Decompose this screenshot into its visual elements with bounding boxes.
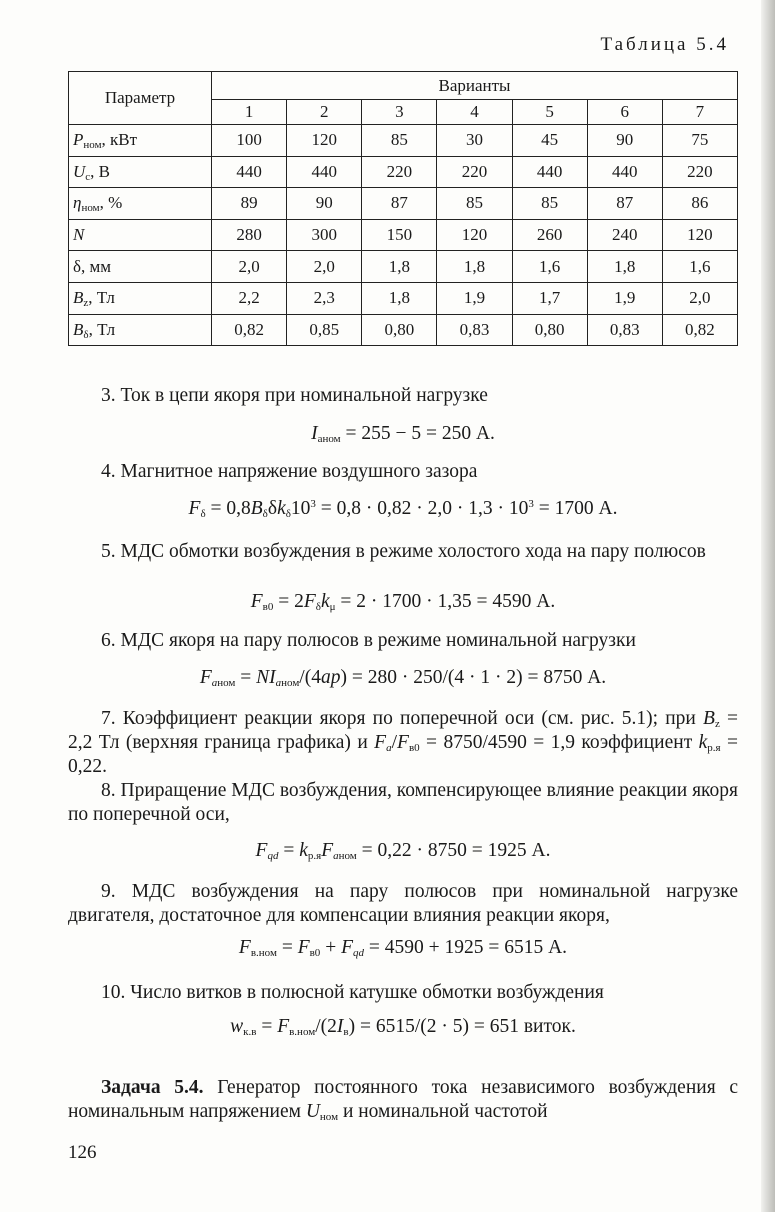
value-cell: 30: [437, 125, 512, 157]
value-cell: 280: [212, 219, 287, 251]
value-cell: 0,85: [287, 314, 362, 346]
parameter-name-cell: $U_с$, В: [69, 156, 212, 188]
value-cell: 2,0: [212, 251, 287, 283]
table-body: [69, 125, 738, 346]
value-cell: 85: [512, 188, 587, 220]
value-cell: 1,8: [362, 282, 437, 314]
parameter-name-cell: $B_z$, Тл: [69, 282, 212, 314]
step-4-text: 4. Магнитное напряжение воздушного зазора: [101, 461, 478, 482]
value-cell: 220: [437, 156, 512, 188]
value-cell: 440: [512, 156, 587, 188]
parameter-name-cell: $\eta_{ном}$, %: [69, 188, 212, 220]
value-cell: 220: [362, 156, 437, 188]
value-cell: 0,83: [437, 314, 512, 346]
value-cell: 440: [587, 156, 662, 188]
parameter-name-cell: N: [69, 219, 212, 251]
value-cell: 440: [212, 156, 287, 188]
value-cell: 120: [662, 219, 737, 251]
value-cell: 1,8: [437, 251, 512, 283]
step-8-text: 8. Приращение МДС возбуждения, компенсирующее влияние реакции якоря по поперечной оси,: [68, 780, 738, 825]
value-cell: 45: [512, 125, 587, 157]
page-edge-shadow: [761, 0, 775, 1212]
header-variants: Варианты: [212, 72, 738, 100]
value-cell: 220: [662, 156, 737, 188]
value-cell: 87: [587, 188, 662, 220]
table-row: [69, 282, 738, 314]
value-cell: 1,8: [362, 251, 437, 283]
value-cell: 2,2: [212, 282, 287, 314]
table-row: [69, 125, 738, 157]
task-title: Задача 5.4.: [101, 1077, 204, 1098]
parameter-table: [68, 71, 738, 346]
step-6-text: 6. МДС якоря на пару полюсов в режиме номинальной нагрузки: [101, 630, 636, 651]
value-cell: 85: [437, 188, 512, 220]
parameter-name-cell: δ, мм: [69, 251, 212, 283]
value-cell: 90: [287, 188, 362, 220]
formula-air-gap-voltage: $F_\delta = 0,8B_\delta\delta k_\delta 10^3 = 0,8 \cdot 0,82 \cdot 2,0 \cdot 1,3 \cdot 10^3 = 1700$ А.: [188, 498, 618, 520]
table-row: [69, 314, 738, 346]
parameter-name-cell: $B_\delta$, Тл: [69, 314, 212, 346]
value-cell: 1,9: [437, 282, 512, 314]
value-cell: 0,80: [512, 314, 587, 346]
step-9-text: 9. МДС возбуждения на пару полюсов при номинальной нагрузке двигателя, достаточное для компенсации влияния реакции якоря,: [68, 881, 738, 926]
value-cell: 2,0: [662, 282, 737, 314]
step-10-text: 10. Число витков в полюсной катушке обмотки возбуждения: [101, 982, 604, 1003]
formula-field-mmf: $F_{в.ном} = F_{в0} + F_{qd} = 4590 + 1925 = 6515$ А.: [238, 937, 568, 959]
value-cell: 440: [287, 156, 362, 188]
value-cell: 75: [662, 125, 737, 157]
value-cell: 85: [362, 125, 437, 157]
step-3-text: 3. Ток в цепи якоря при номинальной нагрузке: [101, 385, 488, 406]
value-cell: 2,3: [287, 282, 362, 314]
table-row: [69, 219, 738, 251]
value-cell: 0,83: [587, 314, 662, 346]
value-cell: 1,8: [587, 251, 662, 283]
value-cell: 89: [212, 188, 287, 220]
variant-header-cell: 1: [212, 100, 287, 125]
formula-no-load-mmf: $F_{в0} = 2F_\delta k_\mu = 2 \cdot 1700 \cdot 1,35 = 4590$ А.: [250, 591, 556, 613]
table-row: [69, 251, 738, 283]
table-row: [69, 156, 738, 188]
value-cell: 1,9: [587, 282, 662, 314]
header-parameter: Параметр: [69, 72, 212, 125]
task-5-4-text: Задача 5.4. Генератор постоянного тока независимого возбуждения с номинальным напряжением $U_{ном}$ и номинальной частотой: [68, 1077, 739, 1123]
value-cell: 1,7: [512, 282, 587, 314]
variant-header-cell: 4: [437, 100, 512, 125]
step-5-text: 5. МДС обмотки возбуждения в режиме холостого хода на пару полюсов: [101, 541, 706, 562]
value-cell: 150: [362, 219, 437, 251]
value-cell: 300: [287, 219, 362, 251]
value-cell: 0,82: [212, 314, 287, 346]
value-cell: 0,80: [362, 314, 437, 346]
value-cell: 260: [512, 219, 587, 251]
value-cell: 1,6: [512, 251, 587, 283]
value-cell: 86: [662, 188, 737, 220]
value-cell: 0,82: [662, 314, 737, 346]
value-cell: 2,0: [287, 251, 362, 283]
variant-header-cell: 2: [287, 100, 362, 125]
parameter-name-cell: $P_{ном}$, кВт: [69, 125, 212, 157]
formula-mmf-increment: $F_{qd} = k_{р.я}F_{aном} = 0,22 \cdot 8750 = 1925$ А.: [255, 840, 551, 862]
value-cell: 87: [362, 188, 437, 220]
value-cell: 120: [437, 219, 512, 251]
variant-header-cell: 7: [662, 100, 737, 125]
formula-armature-mmf: $F_{aном} = NI_{aном}/(4ap) = 280 \cdot 250/(4 \cdot 1 \cdot 2) = 8750$ А.: [199, 667, 607, 689]
page-number: 126: [68, 1142, 97, 1163]
table-caption: Таблица 5.4: [600, 34, 729, 55]
value-cell: 120: [287, 125, 362, 157]
value-cell: 90: [587, 125, 662, 157]
formula-turns: $w_{к.в} = F_{в.ном}/(2I_в) = 6515/(2 \cdot 5) = 651$ виток.: [230, 1016, 576, 1038]
variant-header-cell: 3: [362, 100, 437, 125]
step-7-text: 7. Коэффициент реакции якоря по поперечной оси (см. рис. 5.1); при $B_z = 2,2$ Тл (верхняя граница графика) и $F_a/F_{в0} = 8750/4590 = 1,9$ коэффициент $k_{р.я} = 0,22$.: [68, 708, 739, 777]
variant-header-cell: 6: [587, 100, 662, 125]
value-cell: 1,6: [662, 251, 737, 283]
value-cell: 240: [587, 219, 662, 251]
value-cell: 100: [212, 125, 287, 157]
table-row: [69, 188, 738, 220]
variant-header-cell: 5: [512, 100, 587, 125]
formula-armature-current: $I_{аном} = 255 - 5 = 250$ А.: [311, 423, 495, 445]
